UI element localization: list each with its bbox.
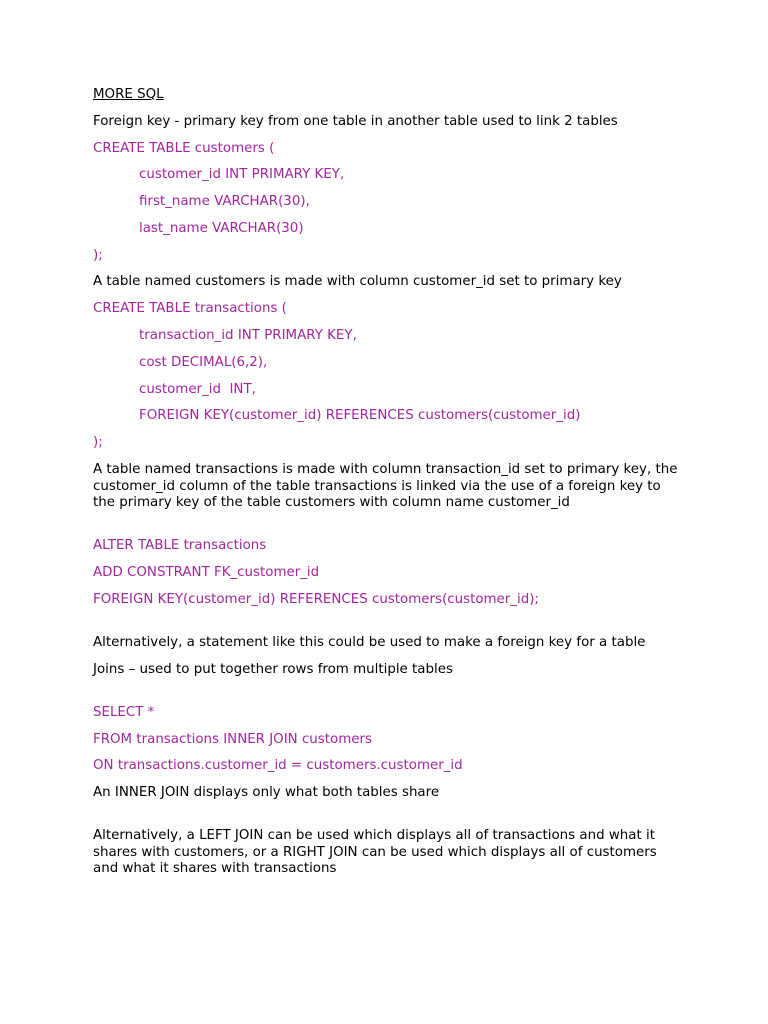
paragraph-left-right-join: Alternatively, a LEFT JOIN can be used which displays all of transactions and what it shares with customers, or a RIGHT JOIN can be used which displays all of customers and what it shares with transactions — [93, 828, 657, 877]
code-line: ); — [93, 435, 103, 451]
document-page — [93, 87, 681, 888]
code-line: ); — [93, 247, 103, 263]
code-line: customer_id INT PRIMARY KEY, — [139, 167, 345, 183]
code-line: ADD CONSTRANT FK_customer_id — [93, 565, 320, 580]
code-line: CREATE TABLE transactions ( — [93, 301, 287, 317]
code-line: transaction_id INT PRIMARY KEY, — [139, 328, 357, 344]
paragraph-inner-join: An INNER JOIN displays only what both tables share — [93, 785, 440, 801]
code-line: CREATE TABLE customers ( — [93, 140, 275, 156]
document-title: MORE SQL — [93, 87, 164, 102]
code-line: FOREIGN KEY(customer_id) REFERENCES customers(customer_id) — [139, 408, 581, 424]
code-line: last_name VARCHAR(30) — [139, 220, 304, 236]
paragraph-joins-definition: Joins – used to put together rows from multiple tables — [93, 661, 453, 677]
paragraph-foreign-key-definition: Foreign key - primary key from one table in another table used to link 2 tables — [93, 113, 618, 129]
code-line: customer_id INT, — [139, 381, 256, 397]
paragraph-alternative-statement: Alternatively, a statement like this could be used to make a foreign key for a table — [93, 634, 646, 650]
code-line: first_name VARCHAR(30), — [139, 194, 310, 210]
paragraph-customers-table: A table named customers is made with column customer_id set to primary key — [93, 274, 622, 290]
paragraph-transactions-table: A table named transactions is made with column transaction_id set to primary key, the customer_id column of the table transactions is linked via the use of a foreign key to the primary key of the table customers with column name customer_id — [93, 461, 678, 511]
code-line: SELECT * — [93, 704, 155, 720]
code-line: cost DECIMAL(6,2), — [139, 354, 268, 370]
code-line: ALTER TABLE transactions — [93, 538, 267, 554]
code-line: FOREIGN KEY(customer_id) REFERENCES customers(customer_id); — [93, 591, 539, 607]
code-line: FROM transactions INNER JOIN customers — [93, 731, 372, 747]
code-line: ON transactions.customer_id = customers.customer_id — [93, 758, 463, 774]
